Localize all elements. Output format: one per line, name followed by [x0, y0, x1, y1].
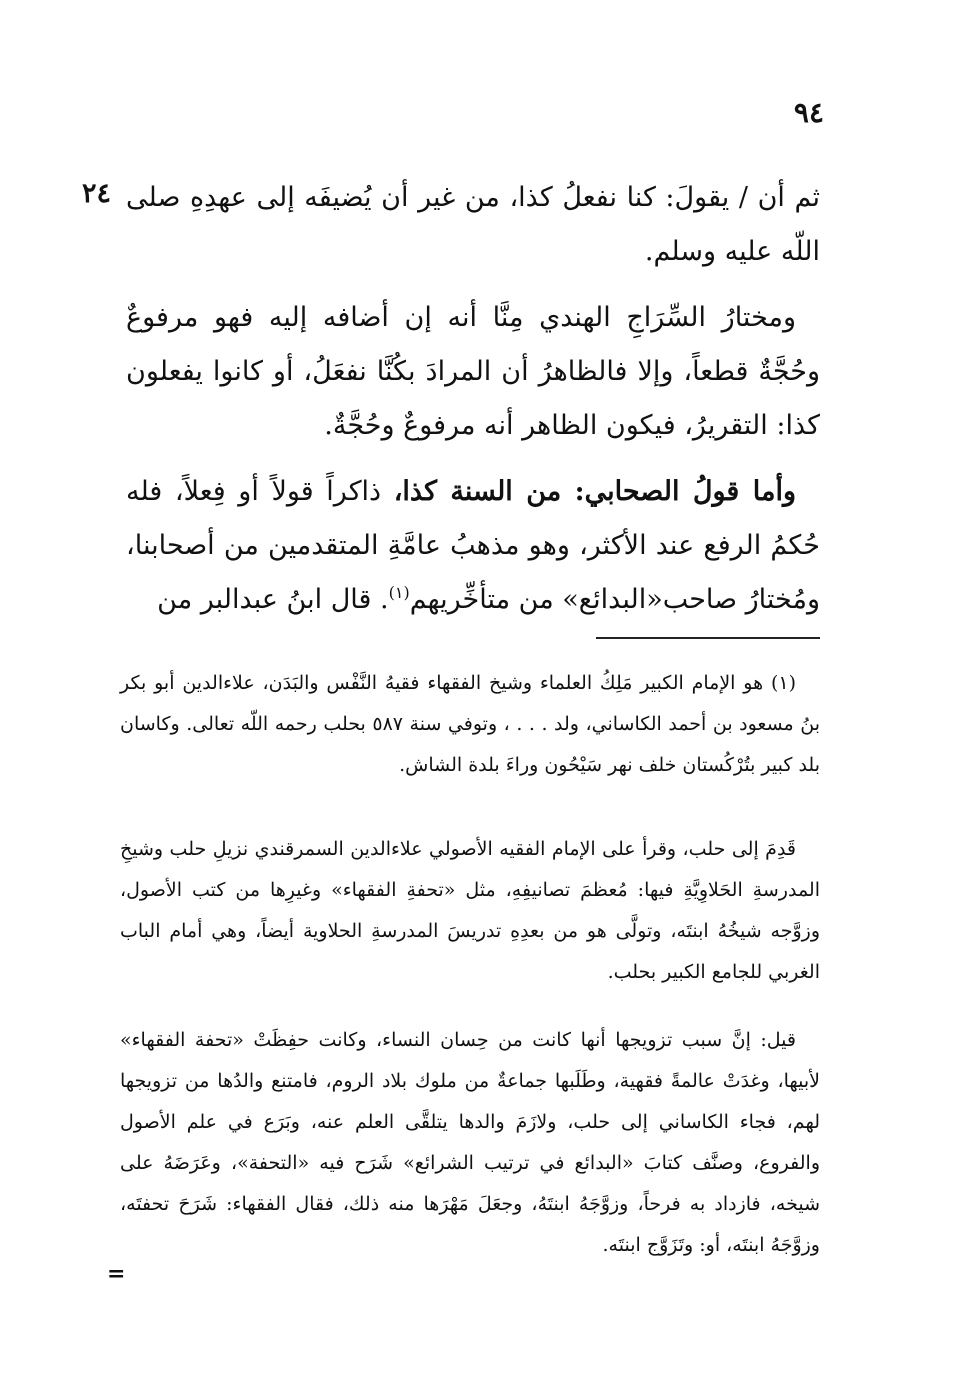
footnote-1-text: (١) هو الإمام الكبير مَلِكُ العلماء وشيخ الفقهاء فقيهُ النَّفْس والبَدَن، علاءالدين أبو بكر بنُ مسعود بن أحمد الكاساني، ولد . . . ، وتوفي سنة ٥٨٧ بحلب رحمه اللّه تعالى. وكاسان بلد كبير بتُرْكُستان خلف نهر سَيْحُون وراءَ بلدة الشاش.	[120, 672, 820, 776]
main-paragraph-1-text: ثم أن / يقولَ: كنا نفعلُ كذا، من غير أن يُضيفَه إلى عهدِهِ صلى اللّه عليه وسلم.	[126, 182, 820, 267]
main-paragraph-1	[126, 171, 820, 279]
footnote-reference: (١)	[388, 583, 410, 602]
main-paragraph-2	[126, 291, 820, 453]
footnote-separator	[596, 637, 820, 639]
footnote-3-text: قيل: إنَّ سبب تزويجها أنها كانت من حِسان النساء، وكانت حفِظَتْ «تحفة الفقهاء» لأبيها، وغدَتْ عالمةً فقهية، وطَلَبها جماعةٌ من ملوك بلاد الروم، فامتنع والدُها من تزويجها لهم، فجاء الكاساني إلى حلب، ولازَمَ والدها يتلقَّى العلم عنه، وبَرَع في علم الأصول والفروع، وصنَّف كتابَ «البدائع في ترتيب الشرائع» شَرَح فيه «التحفة»، وعَرَضَهُ على شيخه، فازداد به فرحاً، وزوَّجَهُ ابنتَهُ، وجعَلَ مَهْرَها منه ذلك، فقال الفقهاء: شَرَحَ تحفتَه، وزوَّجَهُ ابنتَه، أو: وتَزَوَّج ابنتَه.	[120, 1029, 820, 1256]
footnote-3	[120, 1020, 820, 1266]
main-paragraph-3	[126, 465, 820, 627]
continuation-mark: =	[107, 1261, 126, 1287]
footnote-2-text: قَدِمَ إلى حلب، وقرأ على الإمام الفقيه الأصولي علاءالدين السمرقندي نزيلِ حلب وشيخِ المدرسةِ الحَلاوِيَّةِ فيها: مُعظمَ تصانيفِهِ، مثل «تحفةِ الفقهاء» وغيرِها من كتب الأصول، وزوَّجه شيخُهُ ابنتَه، وتولَّى هو من بعدِهِ تدريسَ المدرسةِ الحلاوية أيضاً، وهي أمام الباب الغربي للجامع الكبير بحلب.	[120, 838, 820, 983]
main-paragraph-3-text-end: . قال ابنُ عبدالبر من	[157, 584, 389, 615]
page-number: ٩٤	[793, 96, 824, 129]
margin-page-number: ٢٤	[82, 178, 112, 209]
main-paragraph-3-lead: وأما قولُ الصحابي: من السنة كذا،	[393, 476, 796, 507]
main-paragraph-2-text: ومختارُ السِّرَاجِ الهندي مِنَّا أنه إن أضافه إليه فهو مرفوعٌ وحُجَّةٌ قطعاً، وإلا فالظاهرُ أن المرادَ بكُنَّا نفعَلُ، أو كانوا يفعلون كذا: التقريرُ، فيكون الظاهر أنه مرفوعٌ وحُجَّةٌ.	[126, 302, 820, 441]
footnote-1	[120, 663, 820, 786]
footnote-2	[120, 829, 820, 993]
main-paragraph-3-text: ذاكراً قولاً أو فِعلاً، فله حُكمُ الرفع عند الأكثر، وهو مذهبُ عامَّةِ المتقدمين من أصحابنا، ومُختارُ صاحب«البدائع» من متأخِّريهم	[126, 476, 820, 615]
